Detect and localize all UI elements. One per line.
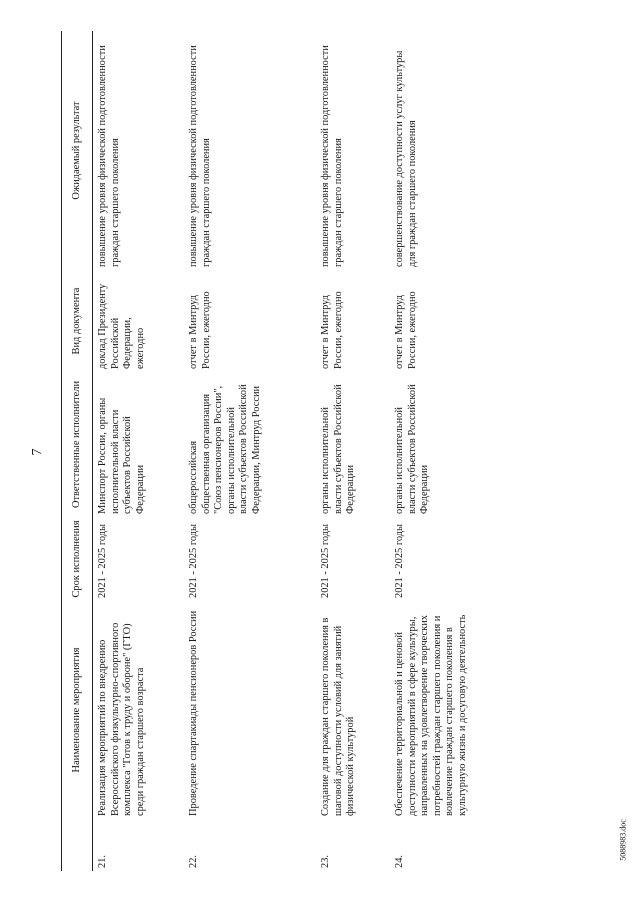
cell-doc-type: доклад Президенту Российской Федерации, ежегодно bbox=[97, 283, 146, 369]
cell-number: 22. bbox=[188, 855, 199, 868]
cell-number: 24. bbox=[394, 855, 405, 868]
doc-code-text: 5088983.doc bbox=[618, 819, 628, 861]
header-result: Ожидаемый результат bbox=[62, 31, 93, 270]
cell-executors: Минспорт России, органы исполнительной власти субъектов Российской Федерации bbox=[97, 397, 146, 514]
measures-table bbox=[61, 31, 488, 871]
header-number bbox=[62, 819, 93, 871]
cell-doc-type: отчет в Минтруд России, ежегодно bbox=[320, 291, 344, 369]
cell-result: повышение уровня физической подготовленности граждан старшего поколения bbox=[97, 45, 121, 267]
cell-name: Проведение спартакиады пенсионеров России bbox=[188, 610, 199, 816]
cell-name: Реализация мероприятий по внедрению Всероссийского физкультурно-спортивного комплекса "Готов к труду и обороне" (ГТО) среди граждан старшего возраста bbox=[97, 622, 146, 816]
cell-number: 21. bbox=[97, 855, 108, 868]
cell-doc-type: отчет в Минтруд России, ежегодно bbox=[394, 291, 418, 369]
header-doc-type: Вид документа bbox=[62, 270, 93, 372]
table-row bbox=[390, 31, 488, 871]
cell-executors: общероссийская общественная организация "Союз пенсионеров России", органы исполнительной власти субъектов Российской Федерации, Минтруд России bbox=[188, 384, 262, 514]
cell-term: 2021 - 2025 годы bbox=[97, 524, 108, 598]
cell-result: повышение уровня физической подготовленности граждан старшего поколения bbox=[188, 45, 212, 267]
cell-executors: органы исполнительной власти субъектов Российской Федерации bbox=[394, 384, 431, 514]
page-number-text: 7 bbox=[30, 448, 45, 456]
cell-executors: органы исполнительной власти субъектов Российской Федерации bbox=[320, 384, 357, 514]
cell-doc-type: отчет в Минтруд России, ежегодно bbox=[188, 291, 212, 369]
header-name: Наименование мероприятия bbox=[62, 601, 93, 819]
cell-term: 2021 - 2025 годы bbox=[394, 524, 405, 598]
cell-result: повышение уровня физической подготовленности граждан старшего поколения bbox=[320, 45, 344, 267]
cell-name: Создание для граждан старшего поколения в шаговой доступности условий для занятий физической культурой bbox=[320, 617, 357, 816]
rotated-table-area bbox=[61, 31, 622, 871]
cell-number: 23. bbox=[320, 855, 331, 868]
cell-term: 2021 - 2025 годы bbox=[320, 524, 331, 598]
table-row bbox=[93, 31, 185, 871]
table-row bbox=[184, 31, 316, 871]
table-row bbox=[316, 31, 390, 871]
header-term: Срок исполнения bbox=[62, 517, 93, 601]
cell-term: 2021 - 2025 годы bbox=[188, 524, 199, 598]
table-header-row bbox=[62, 31, 93, 871]
rotated-content bbox=[61, 31, 622, 871]
header-executors: Ответственные исполнители bbox=[62, 372, 93, 517]
cell-result: совершенствование доступности услуг культуры для граждан старшего поколения bbox=[394, 50, 418, 267]
cell-name: Обеспечение территориальной и ценовой доступности мероприятий в сфере культуры, направленных на удовлетворение творческих потребностей граждан старшего поколения и вовлечение граждан старшего поколения в культурную жизнь и досуговую деятельность bbox=[394, 614, 468, 816]
